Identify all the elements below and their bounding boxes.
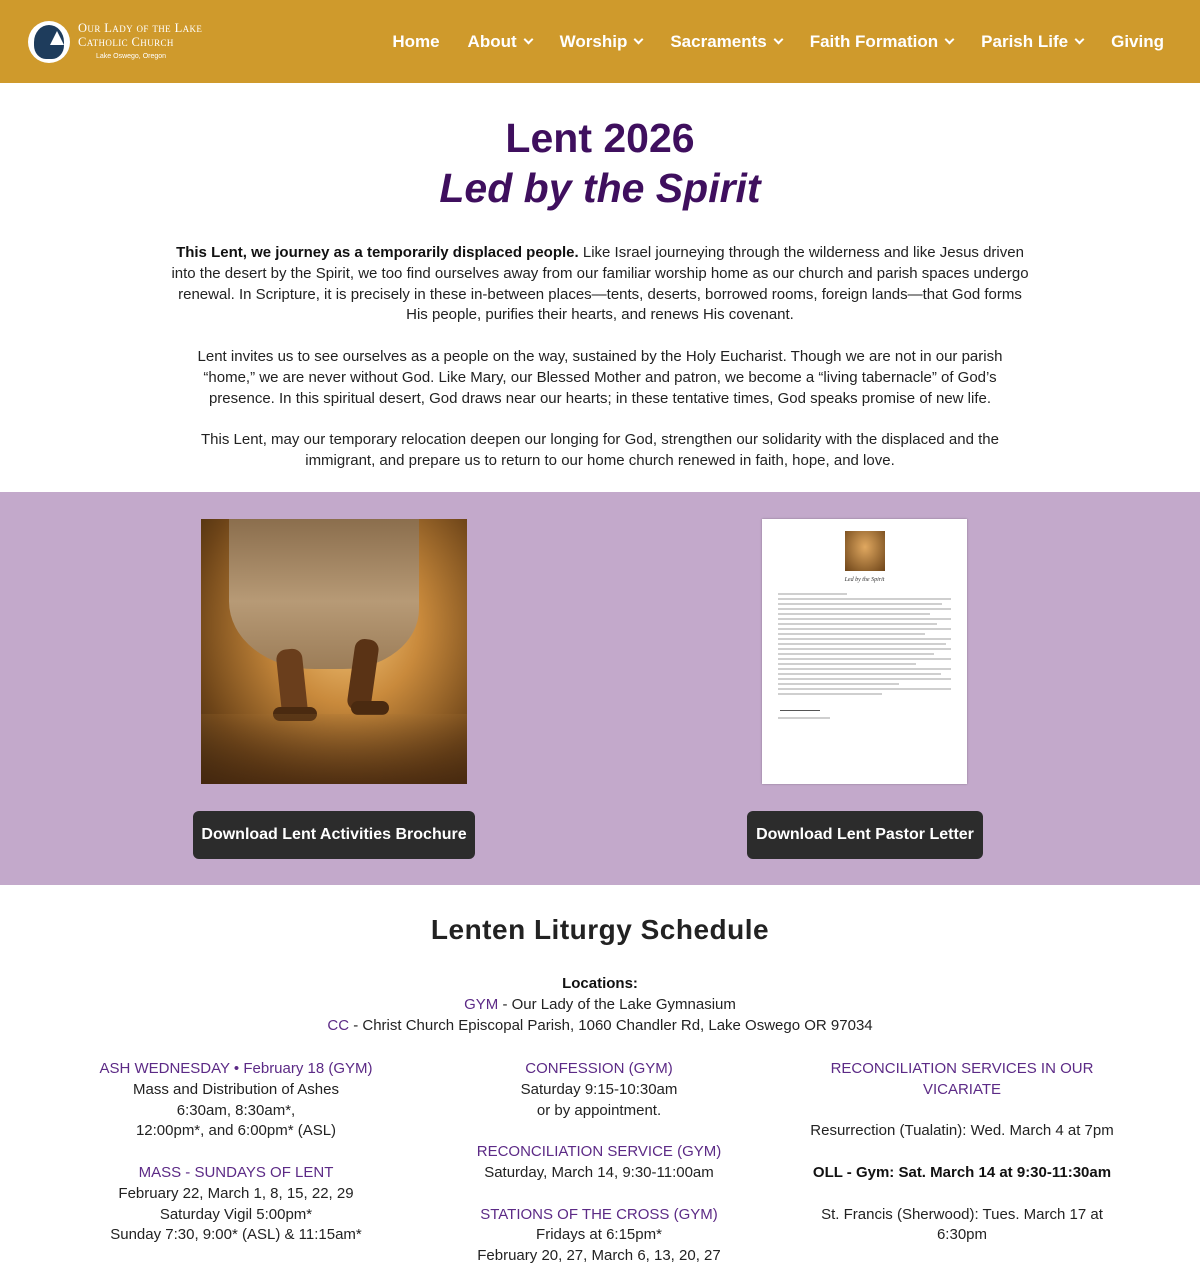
chevron-down-icon	[523, 35, 533, 45]
locations-label: Locations:	[562, 975, 638, 992]
church-logo-icon	[28, 21, 70, 63]
logo-line2: Catholic Church	[78, 35, 174, 50]
confession-heading: CONFESSION (GYM)	[525, 1060, 673, 1077]
location-cc-text: - Christ Church Episcopal Parish, 1060 Chandler Rd, Lake Oswego OR 97034	[349, 1016, 873, 1034]
chevron-down-icon	[634, 35, 644, 45]
download-pastor-letter-button[interactable]: Download Lent Pastor Letter	[747, 811, 983, 859]
location-gym-text: - Our Lady of the Lake Gymnasium	[498, 995, 736, 1013]
ash-wednesday-heading: ASH WEDNESDAY • February 18 (GYM)	[99, 1060, 373, 1077]
nav-giving[interactable]	[1111, 32, 1164, 52]
downloads-band	[0, 492, 1200, 885]
nav-sacraments-label: Sacraments	[670, 31, 767, 51]
nav-parish-life[interactable]	[981, 32, 1083, 52]
reconciliation-line-1: Saturday, March 14, 9:30-11:00am	[484, 1163, 714, 1181]
nav-about-label: About	[467, 31, 517, 51]
mass-line-3: Sunday 7:30, 9:00* (ASL) & 11:15am*	[110, 1226, 362, 1244]
vicariate-line-2: OLL - Gym: Sat. March 14 at 9:30-11:30am	[812, 1163, 1112, 1181]
nav-worship-label: Worship	[559, 31, 628, 51]
intro-paragraph-1	[170, 243, 1030, 326]
nav-home-label: Home	[392, 31, 440, 51]
nav-worship[interactable]	[560, 32, 643, 52]
nav-faith-formation[interactable]	[810, 32, 953, 52]
site-header	[0, 0, 1200, 83]
desert-feet-image	[201, 519, 467, 784]
nav-sacraments[interactable]	[670, 32, 781, 52]
logo-text	[78, 22, 202, 60]
download-brochure-button[interactable]: Download Lent Activities Brochure	[193, 811, 475, 859]
vicariate-heading: RECONCILIATION SERVICES IN OUR VICARIATE	[830, 1060, 1094, 1098]
stations-line-1: Fridays at 6:15pm*	[536, 1226, 662, 1244]
lent-intro	[0, 83, 1200, 472]
schedule-title: Lenten Liturgy Schedule	[430, 914, 770, 945]
nav-faith-formation-label: Faith Formation	[809, 31, 939, 51]
intro-paragraph-2: Lent invites us to see ourselves as a people on the way, sustained by the Holy Eucharist. Though we are not in our parish “home,” we are never without God. Like Mary, our Blessed Mother and patron, we become a “living tabernacle” of God’s presence. In this spiritual desert, God draws near our hearts; in these tentative times, God speaks promise of new life.	[197, 348, 1003, 407]
mass-line-2: Saturday Vigil 5:00pm*	[159, 1205, 313, 1223]
logo-location: Lake Oswego, Oregon	[96, 52, 167, 60]
stations-heading: STATIONS OF THE CROSS (GYM)	[480, 1205, 718, 1223]
liturgy-schedule	[0, 885, 1200, 1265]
location-code-gym: GYM	[464, 995, 499, 1013]
chevron-down-icon	[1075, 35, 1085, 45]
chevron-down-icon	[945, 35, 955, 45]
intro-text	[170, 243, 1030, 472]
stations-line-2: February 20, 27, March 6, 13, 20, 27	[477, 1247, 721, 1265]
vicariate-line-3: St. Francis (Sherwood): Tues. March 17 at 6:30pm	[821, 1205, 1103, 1244]
ash-line-3: 12:00pm*, and 6:00pm* (ASL)	[135, 1122, 337, 1140]
schedule-column-3	[782, 1059, 1142, 1246]
nav-parish-life-label: Parish Life	[981, 31, 1069, 51]
letter-title: Led by the Spirit	[844, 577, 885, 583]
schedule-column-1	[86, 1059, 386, 1246]
reconciliation-heading: RECONCILIATION SERVICE (GYM)	[476, 1143, 722, 1161]
page-subtitle: Led by the Spirit	[439, 165, 761, 212]
ash-line-1: Mass and Distribution of Ashes	[133, 1080, 339, 1098]
site-logo[interactable]	[28, 21, 202, 63]
nav-about[interactable]	[468, 32, 532, 52]
page-title: Lent 2026	[505, 115, 695, 161]
mass-line-1: February 22, March 1, 8, 15, 22, 29	[118, 1184, 354, 1202]
location-code-cc: CC	[327, 1016, 350, 1034]
nav-giving-label: Giving	[1111, 31, 1164, 51]
schedule-column-2	[449, 1059, 749, 1267]
ash-line-2: 6:30am, 8:30am*,	[176, 1101, 296, 1119]
main-nav	[392, 0, 1164, 83]
confession-line-1: Saturday 9:15-10:30am	[520, 1080, 678, 1098]
chevron-down-icon	[773, 35, 783, 45]
signature	[780, 701, 820, 711]
confession-line-2: or by appointment.	[536, 1101, 662, 1119]
intro-paragraph-3: This Lent, may our temporary relocation deepen our longing for God, strengthen our solidarity with the displaced and the immigrant, and prepare us to return to our home church renewed in faith, hope, and love.	[201, 431, 999, 469]
letter-image	[845, 531, 885, 571]
pastor-letter-thumbnail	[762, 519, 967, 784]
logo-line1: Our Lady of the Lake	[78, 21, 203, 36]
mass-heading: MASS - SUNDAYS OF LENT	[138, 1163, 334, 1181]
locations	[0, 974, 1200, 1036]
intro-paragraph-1-text: Like Israel journeying through the wilderness and like Jesus driven into the desert by the Spirit, we too find ourselves away from our familiar worship home as our church and parish spaces undergo renewal. In Scripture, it is precisely in these in-between places—tents, deserts, borrowed rooms, foreign lands—that God forms His people, purifies their hearts, and renews His covenant.	[171, 244, 1029, 324]
nav-home[interactable]	[392, 32, 439, 52]
vicariate-line-1: Resurrection (Tualatin): Wed. March 4 at 7pm	[810, 1122, 1114, 1140]
intro-lead: This Lent, we journey as a temporarily displaced people.	[176, 244, 579, 262]
